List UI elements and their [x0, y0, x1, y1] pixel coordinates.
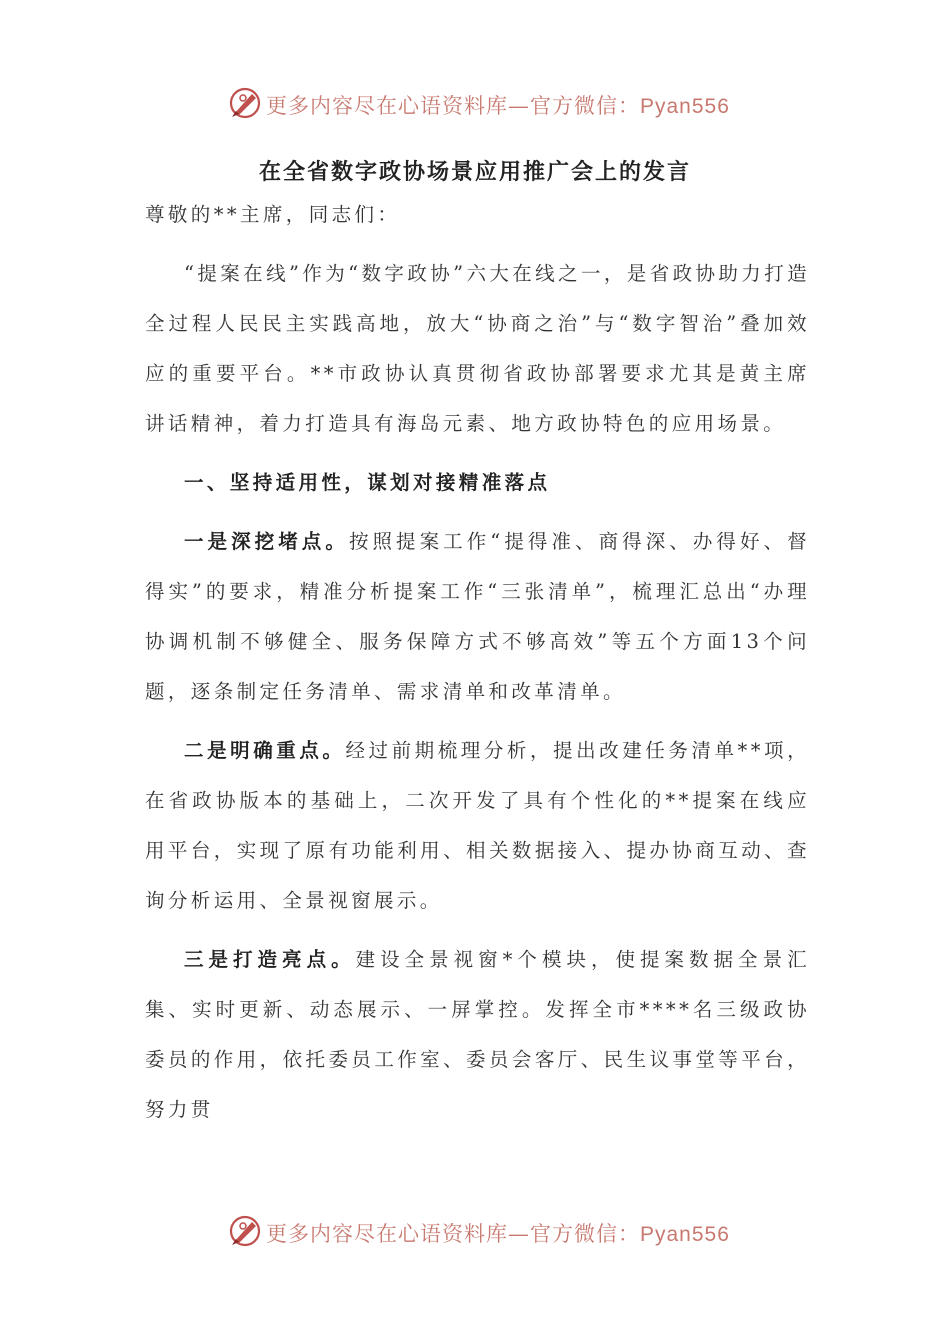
banner-text: [266, 90, 730, 120]
banner-handle: Pyan556: [640, 95, 730, 118]
banner-label: 更多内容尽在心语资料库—官方微信：: [266, 94, 640, 118]
pen-logo-icon: [228, 1214, 262, 1248]
point-2-lead: 二是明确重点。: [184, 739, 346, 762]
point-1-text: 按照提案工作“提得准、商得深、办得好、督得实”的要求，精准分析提案工作“三张清单”，梳理汇总出“办理协调机制不够健全、服务保障方式不够高效”等五个方面13个问题，逐条制定任务清单、需求清单和改革清单。: [145, 530, 810, 703]
banner-label: 更多内容尽在心语资料库—官方微信：: [266, 1222, 640, 1246]
point-3-text: 建设全景视窗*个模块，使提案数据全景汇集、实时更新、动态展示、一屏掌控。发挥全市****名三级政协委员的作用，依托委员工作室、委员会客厅、民生议事堂等平台，努力贯: [145, 948, 810, 1121]
section-heading: 一、坚持适用性，谋划对接精准落点: [184, 471, 551, 494]
point-2-text: 经过前期梳理分析，提出改建任务清单**项，在省政协版本的基础上，二次开发了具有个性化的**提案在线应用平台，实现了原有功能利用、相关数据接入、提办协商互动、查询分析运用、全景视窗展示。: [145, 739, 810, 912]
point-paragraph-3: [145, 935, 810, 1135]
banner-text: [266, 1218, 730, 1248]
point-paragraph-1: [145, 517, 810, 717]
point-1-lead: 一是深挖堵点。: [184, 530, 349, 553]
pen-logo-icon: [228, 86, 262, 120]
bottom-watermark-banner: [0, 1212, 950, 1252]
point-paragraph-2: [145, 726, 810, 926]
top-watermark-banner: [0, 84, 950, 124]
salutation: 尊敬的**主席，同志们：: [145, 203, 401, 226]
banner-handle: Pyan556: [640, 1223, 730, 1246]
point-3-lead: 三是打造亮点。: [184, 948, 356, 971]
intro-paragraph: “提案在线”作为“数字政协”六大在线之一，是省政协助力打造全过程人民民主实践高地，放大“协商之治”与“数字智治”叠加效应的重要平台。**市政协认真贯彻省政协部署要求尤其是黄主席讲话精神，着力打造具有海岛元素、地方政协特色的应用场景。: [145, 262, 810, 435]
document-body: [145, 190, 810, 1135]
document-title: 在全省数字政协场景应用推广会上的发言: [258, 159, 691, 185]
